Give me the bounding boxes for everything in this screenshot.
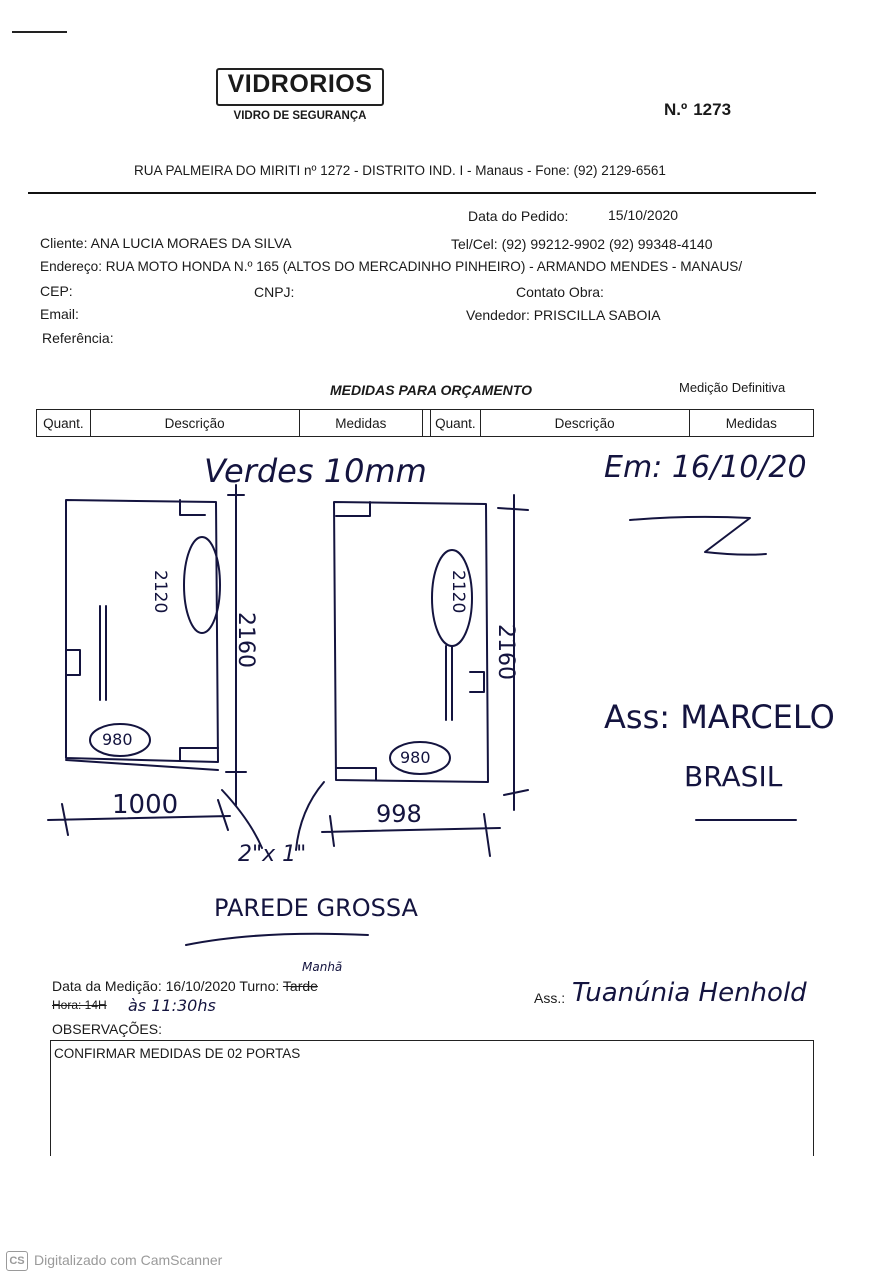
cep-label: CEP:	[40, 283, 73, 299]
col-medidas-1: Medidas	[300, 410, 423, 436]
hand-sign-name: Ass: MARCELO	[604, 698, 835, 736]
right-door-handle	[446, 646, 452, 720]
hand-right-door-h: 2120	[448, 570, 468, 614]
email-label: Email:	[40, 306, 79, 322]
left-door-lock	[66, 650, 80, 675]
hand-bolt: 2"x 1"	[238, 842, 307, 867]
client-name: Cliente: ANA LUCIA MORAES DA SILVA	[40, 235, 292, 251]
left-door-hinge-bottom	[180, 748, 218, 760]
section-title: MEDIDAS PARA ORÇAMENTO	[330, 382, 532, 398]
left-door-height-oval	[184, 537, 220, 633]
reference-label: Referência:	[42, 330, 114, 346]
signature-label: Ass.:	[534, 990, 566, 1006]
company-logo: VIDRORIOS	[227, 70, 373, 98]
observations-text: CONFIRMAR MEDIDAS DE 02 PORTAS	[54, 1046, 301, 1061]
order-number-label: N.º	[664, 100, 688, 119]
right-door-hinge-top	[336, 502, 370, 516]
section-subtitle: Medição Definitiva	[679, 380, 786, 395]
cnpj-label: CNPJ:	[254, 284, 295, 300]
col-medidas-2: Medidas	[725, 415, 777, 431]
hora-printed: Hora: 14H	[52, 998, 107, 1012]
client-phone: Tel/Cel: (92) 99212-9902 (92) 99348-4140	[451, 236, 713, 252]
col-quant-1: Quant.	[37, 410, 91, 436]
col-quant-2: Quant.	[431, 410, 481, 436]
hand-left-h: 2160	[233, 612, 258, 668]
col-descricao-2: Descrição	[481, 410, 690, 436]
order-date: 15/10/2020	[608, 207, 679, 223]
hand-right-h: 2160	[493, 624, 518, 680]
contact-label: Contato Obra:	[516, 284, 604, 300]
right-door-frame	[334, 502, 488, 782]
camscanner-watermark: Digitalizado com CamScanner	[34, 1252, 223, 1268]
hand-left-door-w: 980	[102, 730, 133, 749]
seller-name: Vendedor: PRISCILLA SABOIA	[466, 307, 661, 323]
left-door-handle	[100, 606, 106, 700]
hand-left-width: 1000	[112, 790, 179, 820]
col-descricao-1: Descrição	[91, 410, 300, 436]
order-date-label: Data do Pedido:	[468, 208, 569, 224]
camscanner-icon: CS	[6, 1251, 28, 1271]
right-door-lock	[470, 672, 484, 692]
hand-signature: Tuanúnia Henhold	[572, 978, 807, 1008]
em-mark-z	[630, 517, 766, 555]
turno-printed: Tarde	[282, 978, 318, 994]
obs-label: OBSERVAÇÕES:	[52, 1021, 162, 1037]
hand-em-date: Em: 16/10/20	[604, 450, 807, 485]
hand-right-door-w: 980	[400, 748, 431, 767]
client-address: Endereço: RUA MOTO HONDA N.º 165 (ALTOS DO MERCADINHO PINHEIRO) - ARMANDO MENDES - MANAUS/	[40, 259, 743, 274]
measure-date-label: Data da Medição: 16/10/2020 Turno:	[52, 978, 280, 994]
order-number-value: 1273	[693, 100, 732, 119]
hand-turno: Manhã	[302, 960, 343, 974]
company-tagline: VIDRO DE SEGURANÇA	[233, 110, 367, 122]
hand-hora: às 11:30hs	[128, 996, 216, 1015]
hand-right-width: 998	[376, 800, 422, 828]
bolt-arrow-right	[296, 782, 324, 850]
hand-left-door-h: 2120	[150, 570, 170, 614]
company-address: RUA PALMEIRA DO MIRITI nº 1272 - DISTRITO IND. I - Manaus - Fone: (92) 2129-6561	[134, 163, 666, 178]
parede-underline	[186, 934, 368, 945]
measure-date	[52, 978, 318, 994]
hand-parede: PAREDE GROSSA	[214, 894, 418, 922]
right-door-sill	[336, 768, 376, 780]
bolt-arrow-left	[222, 790, 262, 848]
hand-glass-spec: Verdes 10mm	[204, 452, 427, 490]
hand-sign-surname: BRASIL	[684, 760, 783, 793]
